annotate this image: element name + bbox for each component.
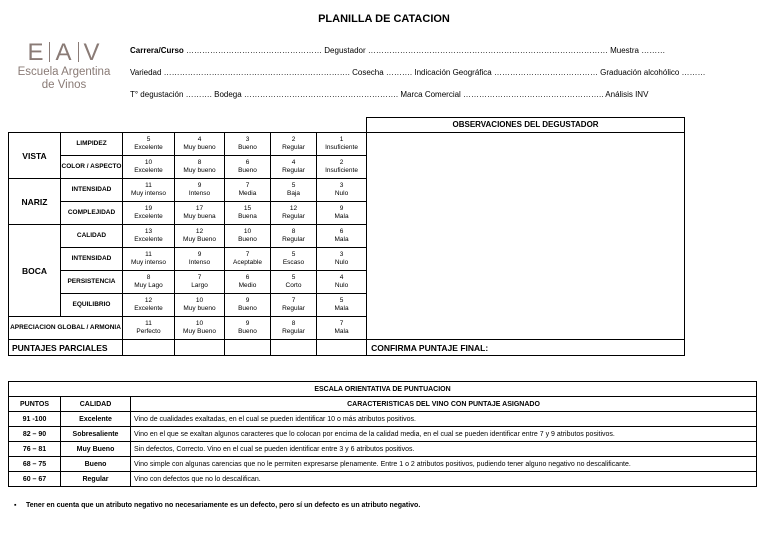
score-cell[interactable]: 9 Mala <box>317 202 367 225</box>
points-range: 91 -100 <box>9 412 61 427</box>
scoring-scale-table <box>8 381 757 487</box>
score-cell[interactable]: 2 Insuficiente <box>317 156 367 179</box>
score-cell[interactable]: 7 Media <box>225 179 271 202</box>
tasting-table <box>8 117 685 356</box>
score-cell[interactable]: 5 Escaso <box>271 248 317 271</box>
score-cell[interactable]: 7 Mala <box>317 317 367 340</box>
score-cell[interactable]: 3 Bueno <box>225 133 271 156</box>
score-cell[interactable]: 19 Excelente <box>123 202 175 225</box>
score-cell[interactable]: 8 Regular <box>271 225 317 248</box>
quality-label: Regular <box>61 472 131 487</box>
parciales-label: PUNTAJES PARCIALES <box>9 340 123 356</box>
quality-description: Sin defectos, Correcto. Vino en el cual se pueden identificar entre 3 y 6 atributos positivos. <box>131 442 757 457</box>
score-cell[interactable]: 9 Intenso <box>175 179 225 202</box>
score-cell[interactable]: 5 Excelente <box>123 133 175 156</box>
col-puntos: PUNTOS <box>9 397 61 412</box>
score-cell[interactable]: 6 Mala <box>317 225 367 248</box>
quality-description: Vino simple con algunas carencias que no le permiten expresarse plenamente. Entre 1 o 2 atributos positivos, pudiendo tener alguno negativo no descalificante. <box>131 457 757 472</box>
quality-label: Muy Bueno <box>61 442 131 457</box>
score-cell[interactable]: 10 Muy Bueno <box>175 317 225 340</box>
score-cell[interactable]: 17 Muy buena <box>175 202 225 225</box>
partial-score-cell[interactable] <box>317 340 367 356</box>
carrera-label: Carrera/Curso <box>130 46 184 55</box>
criterion-label: COLOR / ASPECTO <box>61 156 123 179</box>
score-cell[interactable]: 13 Excelente <box>123 225 175 248</box>
partial-score-cell[interactable] <box>175 340 225 356</box>
score-cell[interactable]: 10 Muy bueno <box>175 294 225 317</box>
points-range: 76 – 81 <box>9 442 61 457</box>
score-cell[interactable]: 1 Insuficiente <box>317 133 367 156</box>
quality-description: Vino con defectos que no lo descalifican. <box>131 472 757 487</box>
score-cell[interactable]: 8 Muy bueno <box>175 156 225 179</box>
logo-letter-a: A <box>55 39 73 66</box>
row-parciales <box>9 340 685 356</box>
scale-row <box>9 472 757 487</box>
score-cell[interactable]: 9 Bueno <box>225 317 271 340</box>
score-cell[interactable]: 15 Buena <box>225 202 271 225</box>
scale-title: ESCALA ORIENTATIVA DE PUNTUACION <box>9 382 757 397</box>
col-calidad: CALIDAD <box>61 397 131 412</box>
bullet-icon: ▪ <box>14 502 17 509</box>
score-cell[interactable]: 7 Regular <box>271 294 317 317</box>
school-logo <box>8 40 120 92</box>
points-range: 68 – 75 <box>9 457 61 472</box>
partial-score-cell[interactable] <box>271 340 317 356</box>
score-cell[interactable]: 12 Muy Bueno <box>175 225 225 248</box>
score-cell[interactable]: 2 Regular <box>271 133 317 156</box>
score-cell[interactable]: 3 Nulo <box>317 179 367 202</box>
logo-letter-e: E <box>27 39 45 66</box>
row-limpidez <box>9 133 685 156</box>
score-cell[interactable]: 10 Bueno <box>225 225 271 248</box>
points-range: 60 – 67 <box>9 472 61 487</box>
criterion-label: LIMPIDEZ <box>61 133 123 156</box>
score-cell[interactable]: 5 Baja <box>271 179 317 202</box>
quality-description: Vino en el que se exaltan algunos caracteres que lo colocan por encima de la calidad media, en el cual se pueden identificar entre 7 y 9 atributos positivos. <box>131 427 757 442</box>
logo-line-2: de Vinos <box>41 79 87 91</box>
score-cell[interactable]: 12 Excelente <box>123 294 175 317</box>
criterion-label: EQUILIBRIO <box>61 294 123 317</box>
partial-score-cell[interactable] <box>123 340 175 356</box>
quality-description: Vino de cualidades exaltadas, en el cual se pueden identificar 10 o más atributos positivos. <box>131 412 757 427</box>
col-caracteristicas: CARACTERISTICAS DEL VINO CON PUNTAJE ASIGNADO <box>131 397 757 412</box>
header-row-2[interactable]: Variedad ……………………………………………………………. Cosecha ………. Indicación Geográfica ………………………………… Graduación alcohólico ……… <box>130 68 706 77</box>
quality-label: Bueno <box>61 457 131 472</box>
score-cell[interactable]: 11 Muy intenso <box>123 248 175 271</box>
score-cell[interactable]: 4 Regular <box>271 156 317 179</box>
criterion-label: INTENSIDAD <box>61 179 123 202</box>
observations-area[interactable] <box>367 133 685 340</box>
score-cell[interactable]: 5 Mala <box>317 294 367 317</box>
quality-label: Sobresaliente <box>61 427 131 442</box>
vista-label: VISTA <box>9 133 61 179</box>
score-cell[interactable]: 10 Excelente <box>123 156 175 179</box>
score-cell[interactable]: 9 Bueno <box>225 294 271 317</box>
criterion-label: PERSISTENCIA <box>61 271 123 294</box>
scale-row <box>9 442 757 457</box>
score-cell[interactable]: 8 Regular <box>271 317 317 340</box>
logo-line-1: Escuela Argentina <box>17 66 111 78</box>
degustador-field[interactable]: Degustador ……………………………………………………………………………… Muestra ……… <box>322 46 666 55</box>
nariz-label: NARIZ <box>9 179 61 225</box>
score-cell[interactable]: 4 Nulo <box>317 271 367 294</box>
criterion-label: COMPLEJIDAD <box>61 202 123 225</box>
score-cell[interactable]: 6 Medio <box>225 271 271 294</box>
score-cell[interactable]: 11 Muy intenso <box>123 179 175 202</box>
global-label: APRECIACION GLOBAL / ARMONIA <box>9 317 123 340</box>
criterion-label: CALIDAD <box>61 225 123 248</box>
header-row-1 <box>130 46 665 55</box>
score-cell[interactable]: 8 Muy Lago <box>123 271 175 294</box>
page-title: PLANILLA DE CATACION <box>318 13 450 25</box>
partial-score-cell[interactable] <box>225 340 271 356</box>
score-cell[interactable]: 6 Bueno <box>225 156 271 179</box>
score-cell[interactable]: 5 Corto <box>271 271 317 294</box>
header-row-3[interactable]: T° degustación ………. Bodega …………………………………………………. Marca Comercial …………………………………………….. Análisis INV <box>130 90 649 99</box>
final-score-field[interactable]: CONFIRMA PUNTAJE FINAL: <box>367 340 685 356</box>
score-cell[interactable]: 7 Aceptable <box>225 248 271 271</box>
boca-label: BOCA <box>9 225 61 317</box>
score-cell[interactable]: 7 Largo <box>175 271 225 294</box>
score-cell[interactable]: 12 Regular <box>271 202 317 225</box>
scale-row <box>9 427 757 442</box>
logo-letter-v: V <box>83 39 101 66</box>
score-cell[interactable]: 3 Nulo <box>317 248 367 271</box>
criterion-label: INTENSIDAD <box>61 248 123 271</box>
scale-row <box>9 457 757 472</box>
score-cell[interactable]: 9 Intenso <box>175 248 225 271</box>
carrera-field[interactable]: …………………………………………… <box>183 46 323 55</box>
scale-row <box>9 412 757 427</box>
footnote: Tener en cuenta que un atributo negativo no necesariamente es un defecto, pero sí un defecto es un atributo negativo. <box>26 502 421 509</box>
observations-header: OBSERVACIONES DEL DEGUSTADOR <box>367 118 685 133</box>
logo-mark <box>8 40 120 66</box>
quality-label: Excelente <box>61 412 131 427</box>
score-cell[interactable]: 4 Muy bueno <box>175 133 225 156</box>
score-cell[interactable]: 11 Perfecto <box>123 317 175 340</box>
points-range: 82 – 90 <box>9 427 61 442</box>
